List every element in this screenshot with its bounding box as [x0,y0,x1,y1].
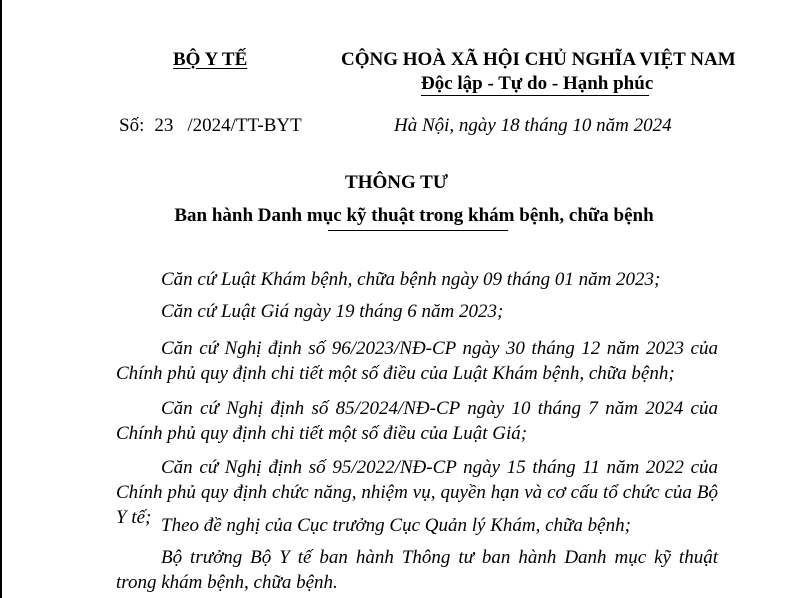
preamble-paragraph: Theo đề nghị của Cục trưởng Cục Quản lý Khám, chữa bệnh; [161,515,631,536]
document-number-suffix: /2024/TT-BYT [187,115,302,136]
national-title: CỘNG HOÀ XÃ HỘI CHỦ NGHĨA VIỆT NAM [341,49,736,70]
document-number-value: 23 [154,115,174,136]
document-title: Ban hành Danh mục kỹ thuật trong khám bệnh, chữa bệnh [174,205,654,226]
motto-underline [421,95,649,96]
document-number [119,115,302,137]
preamble-paragraph: Căn cứ Luật Giá ngày 19 tháng 6 năm 2023; [161,301,504,322]
preamble-paragraph: Căn cứ Luật Khám bệnh, chữa bệnh ngày 09 tháng 01 năm 2023; [161,269,661,290]
preamble-paragraph: Căn cứ Nghị định số 85/2024/NĐ-CP ngày 10 tháng 7 năm 2024 của Chính phủ quy định chi tiết một số điều của Luật Giá; [116,398,718,444]
issuing-ministry: BỘ Y TẾ [173,49,248,70]
document-type: THÔNG TƯ [345,172,448,193]
document-number-prefix: Số: [119,115,145,136]
preamble-paragraph: Căn cứ Nghị định số 96/2023/NĐ-CP ngày 30 tháng 12 năm 2023 của Chính phủ quy định chi tiết một số điều của Luật Khám bệnh, chữa bệnh; [116,338,718,384]
preamble-paragraph: Bộ trưởng Bộ Y tế ban hành Thông tư ban hành Danh mục kỹ thuật trong khám bệnh, chữa bệnh. [116,547,718,593]
title-underline [328,230,508,231]
preamble-paragraph: Căn cứ Nghị định số 95/2022/NĐ-CP ngày 15 tháng 11 năm 2022 của Chính phủ quy định chức năng, nhiệm vụ, quyền hạn và cơ cấu tổ chức của Bộ Y tế; [116,457,718,528]
place-and-date: Hà Nội, ngày 18 tháng 10 năm 2024 [394,115,672,136]
national-motto: Độc lập - Tự do - Hạnh phúc [421,73,654,94]
